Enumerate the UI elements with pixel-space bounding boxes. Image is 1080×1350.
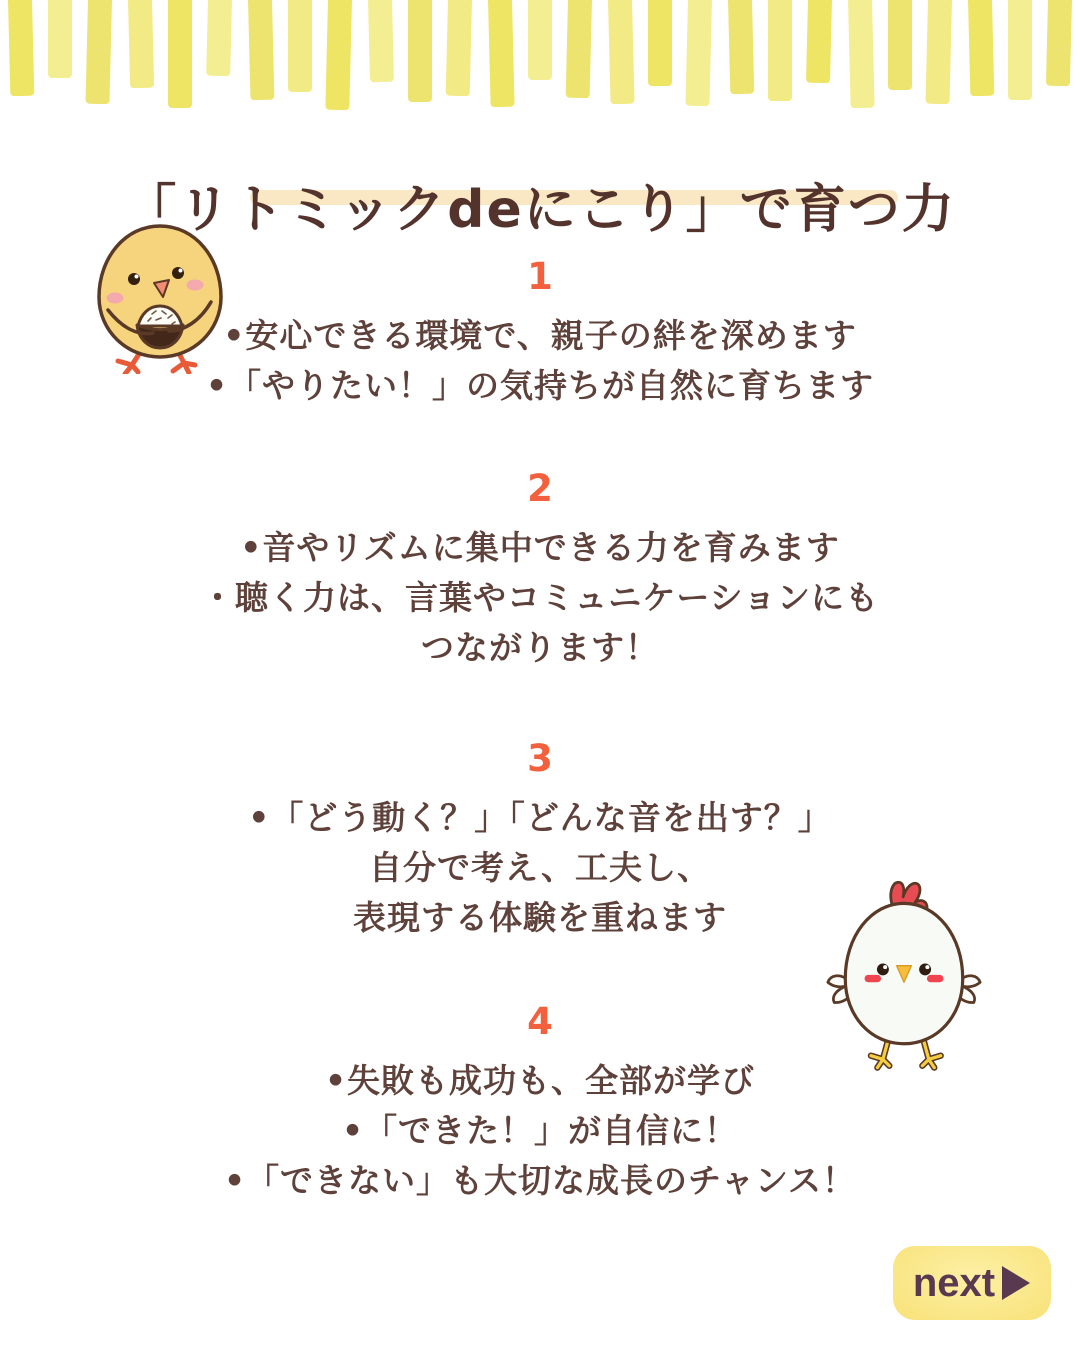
section-line: 表現する体験を重ねます — [353, 898, 727, 937]
section-line: •安心できる環境で、親子の絆を深めます — [223, 316, 857, 355]
play-arrow-icon — [1001, 1265, 1031, 1301]
section-line: •「どう動く？」「どんな音を出す？」 — [248, 798, 832, 837]
section-number: 4 — [527, 1000, 553, 1043]
section-line: •失敗も成功も、全部が学び — [324, 1061, 756, 1100]
section-number: 2 — [527, 467, 553, 510]
section-line: ・聴く力は、言葉やコミュニケーションにも — [200, 578, 880, 617]
hen-illustration — [826, 874, 982, 1074]
section-line: つながります！ — [421, 628, 659, 667]
striped-header-decoration — [0, 0, 1080, 118]
section-number: 1 — [527, 255, 553, 298]
section-line: •音やリズムに集中できる力を育みます — [240, 528, 840, 567]
next-button-label: next — [912, 1261, 996, 1305]
section-number: 3 — [527, 737, 553, 780]
section-line: •「できた！」が自信に！ — [341, 1111, 739, 1150]
section-line: 自分で考え、工夫し、 — [369, 848, 711, 887]
next-button[interactable] — [893, 1246, 1051, 1320]
section-line: •「やりたい！」の気持ちが自然に育ちます — [205, 366, 875, 405]
page-title: 「リトミックdeにこり」で育つ力 — [124, 179, 956, 240]
section-line: •「できない」も大切な成長のチャンス！ — [223, 1161, 857, 1200]
section-1 — [0, 255, 1080, 411]
section-2 — [0, 467, 1080, 673]
